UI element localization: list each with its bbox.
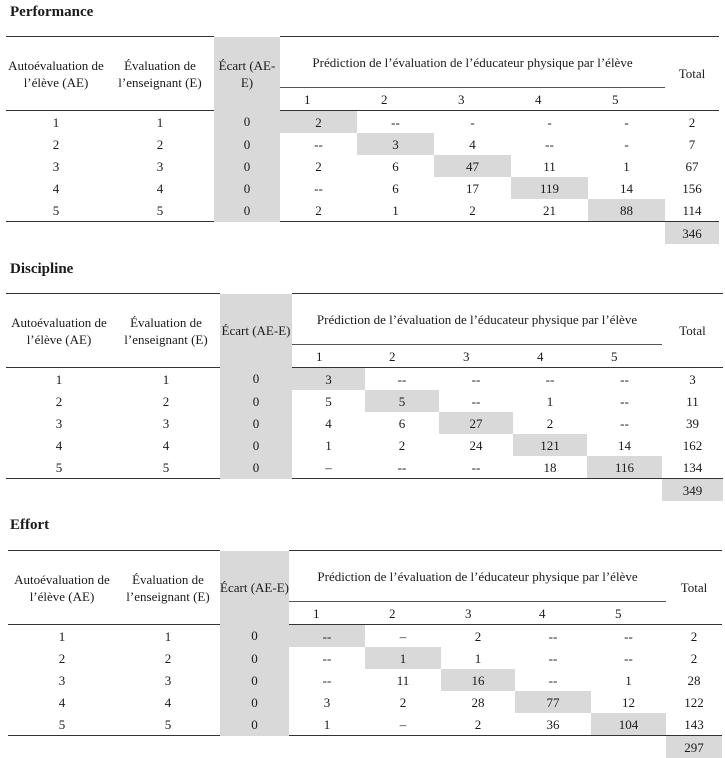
cell-ae: 4 bbox=[52, 180, 60, 196]
cell-ecart: 0 bbox=[220, 691, 289, 713]
cell-prediction: 2 bbox=[441, 713, 515, 736]
cell-prediction: 5 bbox=[365, 390, 439, 412]
cell-prediction: - bbox=[624, 136, 629, 152]
header-e: Évaluation de l’enseignant (E) bbox=[106, 37, 214, 111]
empty-cell bbox=[434, 222, 511, 245]
level-header: 5 bbox=[612, 91, 619, 107]
level-header: 2 bbox=[389, 348, 396, 364]
cell-ecart: 0 bbox=[214, 155, 280, 177]
cell-prediction: 27 bbox=[439, 412, 513, 434]
cell-total: 134 bbox=[662, 456, 723, 479]
cell-prediction: -- bbox=[439, 368, 513, 391]
cell-prediction: – bbox=[292, 456, 365, 479]
cell-total: 122 bbox=[684, 694, 704, 710]
header-prediction: Prédiction de l’évaluation de l’éducateur physique par l’élève bbox=[280, 37, 665, 88]
cell-ecart: 0 bbox=[214, 111, 280, 134]
level-header: 1 bbox=[316, 348, 323, 364]
cell-prediction: 2 bbox=[434, 199, 511, 222]
cell-e: 3 bbox=[164, 672, 172, 688]
grand-total-row bbox=[8, 736, 722, 758]
cell-prediction: -- bbox=[591, 625, 666, 648]
header-row bbox=[6, 37, 719, 88]
cell-ecart: 0 bbox=[214, 199, 280, 222]
cell-prediction: 14 bbox=[620, 180, 634, 196]
empty-cell bbox=[6, 222, 106, 245]
empty-cell bbox=[6, 479, 112, 502]
header-total: Total bbox=[666, 551, 722, 625]
header-row bbox=[8, 551, 722, 602]
level-header: 3 bbox=[463, 348, 470, 364]
empty-cell bbox=[292, 479, 365, 502]
table-row bbox=[6, 390, 723, 412]
cell-prediction: -- bbox=[545, 136, 554, 152]
table-row bbox=[8, 669, 722, 691]
cell-prediction: -- bbox=[314, 180, 323, 196]
cell-prediction: -- bbox=[322, 672, 332, 688]
cell-e: 5 bbox=[116, 713, 220, 736]
table-row bbox=[6, 133, 719, 155]
section-title-effort: Effort bbox=[10, 517, 50, 533]
cell-prediction: 2 bbox=[546, 415, 554, 431]
cell-prediction: - bbox=[511, 111, 588, 134]
cell-total: 7 bbox=[688, 136, 696, 152]
cell-prediction: -- bbox=[439, 456, 513, 479]
cell-total: 143 bbox=[666, 713, 722, 736]
cell-prediction: 18 bbox=[513, 456, 587, 479]
cell-prediction: -- bbox=[624, 650, 633, 666]
cell-e: 2 bbox=[164, 650, 172, 666]
empty-cell bbox=[365, 736, 441, 758]
cell-ecart: 0 bbox=[220, 412, 292, 434]
cell-prediction: 1 bbox=[357, 199, 434, 222]
level-header: 4 bbox=[537, 348, 544, 364]
table-row bbox=[8, 647, 722, 669]
cell-prediction: 47 bbox=[434, 155, 511, 177]
empty-cell bbox=[511, 222, 588, 245]
cell-total: 156 bbox=[682, 180, 702, 196]
cell-ecart: 0 bbox=[220, 713, 289, 736]
cell-prediction: -- bbox=[587, 368, 662, 391]
cell-prediction: -- bbox=[289, 625, 365, 648]
header-prediction: Prédiction de l’évaluation de l’éducateur physique par l’élève bbox=[289, 551, 666, 602]
cell-ecart: 0 bbox=[220, 434, 292, 456]
cell-prediction: 2 bbox=[398, 437, 406, 453]
cell-prediction: 104 bbox=[591, 713, 666, 736]
cell-ae: 4 bbox=[55, 437, 63, 453]
cell-ecart: 0 bbox=[220, 669, 289, 691]
cell-prediction: -- bbox=[471, 393, 481, 409]
table-row bbox=[6, 177, 719, 199]
cell-prediction: -- bbox=[357, 111, 434, 134]
cell-total: 3 bbox=[662, 368, 723, 391]
cell-prediction: -- bbox=[365, 368, 439, 391]
cell-prediction: 88 bbox=[588, 199, 665, 222]
cell-prediction: 3 bbox=[357, 133, 434, 155]
empty-cell bbox=[587, 479, 662, 502]
grand-total: 346 bbox=[665, 222, 719, 245]
cell-prediction: -- bbox=[322, 650, 332, 666]
level-header: 2 bbox=[389, 605, 396, 621]
cell-prediction: 1 bbox=[365, 647, 441, 669]
cell-prediction: 116 bbox=[587, 456, 662, 479]
grand-total: 349 bbox=[662, 479, 723, 502]
cell-e: 1 bbox=[106, 111, 214, 134]
table-row bbox=[8, 625, 722, 648]
header-ecart: Écart (AE-E) bbox=[220, 294, 292, 368]
cell-ecart: 0 bbox=[220, 647, 289, 669]
cell-total: 67 bbox=[685, 158, 699, 174]
empty-cell bbox=[515, 736, 591, 758]
grand-total-row bbox=[6, 222, 719, 245]
grand-total: 297 bbox=[666, 736, 722, 758]
grand-total-row bbox=[6, 479, 723, 502]
cell-prediction: 77 bbox=[515, 691, 591, 713]
cell-prediction: 4 bbox=[469, 136, 476, 152]
empty-cell bbox=[441, 736, 515, 758]
cell-prediction: -- bbox=[314, 136, 323, 152]
cell-prediction: -- bbox=[513, 368, 587, 391]
empty-cell bbox=[588, 222, 665, 245]
cell-ae: 5 bbox=[6, 456, 112, 479]
cell-prediction: 2 bbox=[441, 625, 515, 648]
cell-ae: 4 bbox=[58, 694, 66, 710]
cell-prediction: 11 bbox=[543, 158, 556, 174]
level-header: 4 bbox=[535, 91, 542, 107]
empty-cell bbox=[220, 736, 289, 758]
cell-prediction: 11 bbox=[396, 672, 410, 688]
header-row bbox=[6, 294, 723, 345]
cell-prediction: 1 bbox=[325, 437, 332, 453]
cell-total: 2 bbox=[690, 650, 698, 666]
empty-cell bbox=[513, 479, 587, 502]
cell-prediction: - bbox=[434, 111, 511, 134]
cell-prediction: 24 bbox=[469, 437, 483, 453]
cell-prediction: -- bbox=[515, 625, 591, 648]
empty-cell bbox=[365, 479, 439, 502]
empty-cell bbox=[214, 222, 280, 245]
cell-prediction: 4 bbox=[325, 415, 332, 431]
cell-ecart: 0 bbox=[220, 390, 292, 412]
header-ecart: Écart (AE-E) bbox=[220, 551, 289, 625]
cell-e: 3 bbox=[162, 415, 170, 431]
table-row bbox=[8, 713, 722, 736]
cell-ae: 1 bbox=[8, 625, 116, 648]
cell-ae: 2 bbox=[58, 650, 66, 666]
cell-prediction: -- bbox=[548, 672, 558, 688]
empty-cell bbox=[112, 479, 220, 502]
cell-e: 4 bbox=[156, 180, 164, 196]
section-title-performance: Performance bbox=[10, 4, 94, 20]
cell-ecart: 0 bbox=[220, 625, 289, 648]
cell-prediction: 28 bbox=[471, 694, 485, 710]
cell-prediction: -- bbox=[548, 650, 558, 666]
level-header: 3 bbox=[458, 91, 465, 107]
table-row bbox=[8, 691, 722, 713]
cell-e: 2 bbox=[162, 393, 170, 409]
cell-prediction: 17 bbox=[466, 180, 479, 196]
header-prediction: Prédiction de l’évaluation de l’éducateur physique par l’élève bbox=[292, 294, 662, 345]
level-header: 2 bbox=[381, 91, 388, 107]
cell-total: 162 bbox=[682, 437, 703, 453]
empty-cell bbox=[591, 736, 666, 758]
cell-total: 39 bbox=[686, 415, 700, 431]
header-ae: Autoévaluation de l’élève (AE) bbox=[6, 294, 112, 368]
cell-prediction: 2 bbox=[315, 158, 322, 174]
table-row bbox=[6, 412, 723, 434]
cell-prediction: - bbox=[588, 111, 665, 134]
cell-total: 114 bbox=[665, 199, 719, 222]
empty-cell bbox=[116, 736, 220, 758]
cell-prediction: 21 bbox=[511, 199, 588, 222]
table-row bbox=[6, 456, 723, 479]
cell-e: 5 bbox=[106, 199, 214, 222]
cell-ae: 1 bbox=[6, 111, 106, 134]
cell-prediction: – bbox=[365, 625, 441, 648]
header-e: Évaluation de l’enseignant (E) bbox=[116, 551, 220, 625]
cell-prediction: 1 bbox=[623, 158, 630, 174]
cell-prediction: 1 bbox=[474, 650, 482, 666]
empty-cell bbox=[289, 736, 365, 758]
cell-e: 3 bbox=[156, 158, 164, 174]
cell-e: 1 bbox=[112, 368, 220, 391]
header-ae: Autoévaluation de l’élève (AE) bbox=[8, 551, 116, 625]
cell-e: 4 bbox=[164, 694, 172, 710]
cell-ecart: 0 bbox=[214, 133, 280, 155]
section-title-discipline: Discipline bbox=[10, 261, 74, 277]
cell-ae: 3 bbox=[52, 158, 60, 174]
crosstab-table bbox=[6, 293, 723, 501]
empty-cell bbox=[106, 222, 214, 245]
crosstab-table bbox=[6, 36, 719, 244]
cell-prediction: 2 bbox=[280, 199, 357, 222]
header-ae: Autoévaluation de l’élève (AE) bbox=[6, 37, 106, 111]
cell-prediction: -- bbox=[620, 415, 629, 431]
table-row bbox=[6, 434, 723, 456]
level-header: 4 bbox=[539, 605, 546, 621]
level-header: 3 bbox=[465, 605, 472, 621]
cell-prediction: 6 bbox=[392, 180, 399, 196]
header-total: Total bbox=[665, 37, 719, 111]
table-row bbox=[6, 155, 719, 177]
cell-ecart: 0 bbox=[214, 177, 280, 199]
cell-prediction: 6 bbox=[398, 415, 406, 431]
cell-prediction: 121 bbox=[513, 434, 587, 456]
cell-ae: 3 bbox=[55, 415, 63, 431]
cell-prediction: 1 bbox=[546, 393, 554, 409]
level-header: 5 bbox=[611, 348, 618, 364]
level-header: 1 bbox=[313, 605, 320, 621]
cell-e: 1 bbox=[116, 625, 220, 648]
cell-total: 28 bbox=[687, 672, 701, 688]
cell-total: 2 bbox=[665, 111, 719, 134]
empty-cell bbox=[280, 222, 357, 245]
cell-prediction: 36 bbox=[515, 713, 591, 736]
cell-ae: 2 bbox=[52, 136, 60, 152]
cell-prediction: 5 bbox=[325, 393, 332, 409]
cell-ecart: 0 bbox=[220, 368, 292, 391]
cell-ae: 5 bbox=[6, 199, 106, 222]
cell-prediction: 16 bbox=[441, 669, 515, 691]
cell-ae: 5 bbox=[8, 713, 116, 736]
level-header: 5 bbox=[615, 605, 622, 621]
cell-total: 2 bbox=[666, 625, 722, 648]
cell-prediction: 14 bbox=[618, 437, 632, 453]
cell-ae: 2 bbox=[55, 393, 63, 409]
cell-prediction: -- bbox=[365, 456, 439, 479]
table-row bbox=[6, 199, 719, 222]
cell-prediction: 2 bbox=[399, 694, 407, 710]
level-header: 1 bbox=[304, 91, 311, 107]
empty-cell bbox=[357, 222, 434, 245]
cell-total: 11 bbox=[686, 393, 699, 409]
cell-e: 5 bbox=[112, 456, 220, 479]
cell-prediction: 1 bbox=[289, 713, 365, 736]
empty-cell bbox=[8, 736, 116, 758]
cell-prediction: 3 bbox=[292, 368, 365, 391]
table-row bbox=[6, 368, 723, 391]
crosstab-table bbox=[8, 550, 722, 758]
empty-cell bbox=[220, 479, 292, 502]
cell-prediction: 6 bbox=[392, 158, 399, 174]
cell-e: 4 bbox=[162, 437, 170, 453]
cell-ecart: 0 bbox=[220, 456, 292, 479]
header-e: Évaluation de l’enseignant (E) bbox=[112, 294, 220, 368]
header-total: Total bbox=[662, 294, 723, 368]
empty-cell bbox=[439, 479, 513, 502]
cell-ae: 1 bbox=[6, 368, 112, 391]
table-row bbox=[6, 111, 719, 134]
header-ecart: Écart (AE-E) bbox=[214, 37, 280, 111]
cell-prediction: 2 bbox=[280, 111, 357, 134]
cell-prediction: 3 bbox=[323, 694, 331, 710]
cell-prediction: 1 bbox=[625, 672, 632, 688]
cell-prediction: 12 bbox=[622, 694, 636, 710]
cell-e: 2 bbox=[156, 136, 164, 152]
cell-ae: 3 bbox=[58, 672, 66, 688]
cell-prediction: – bbox=[365, 713, 441, 736]
cell-prediction: -- bbox=[620, 393, 629, 409]
cell-prediction: 119 bbox=[511, 177, 588, 199]
